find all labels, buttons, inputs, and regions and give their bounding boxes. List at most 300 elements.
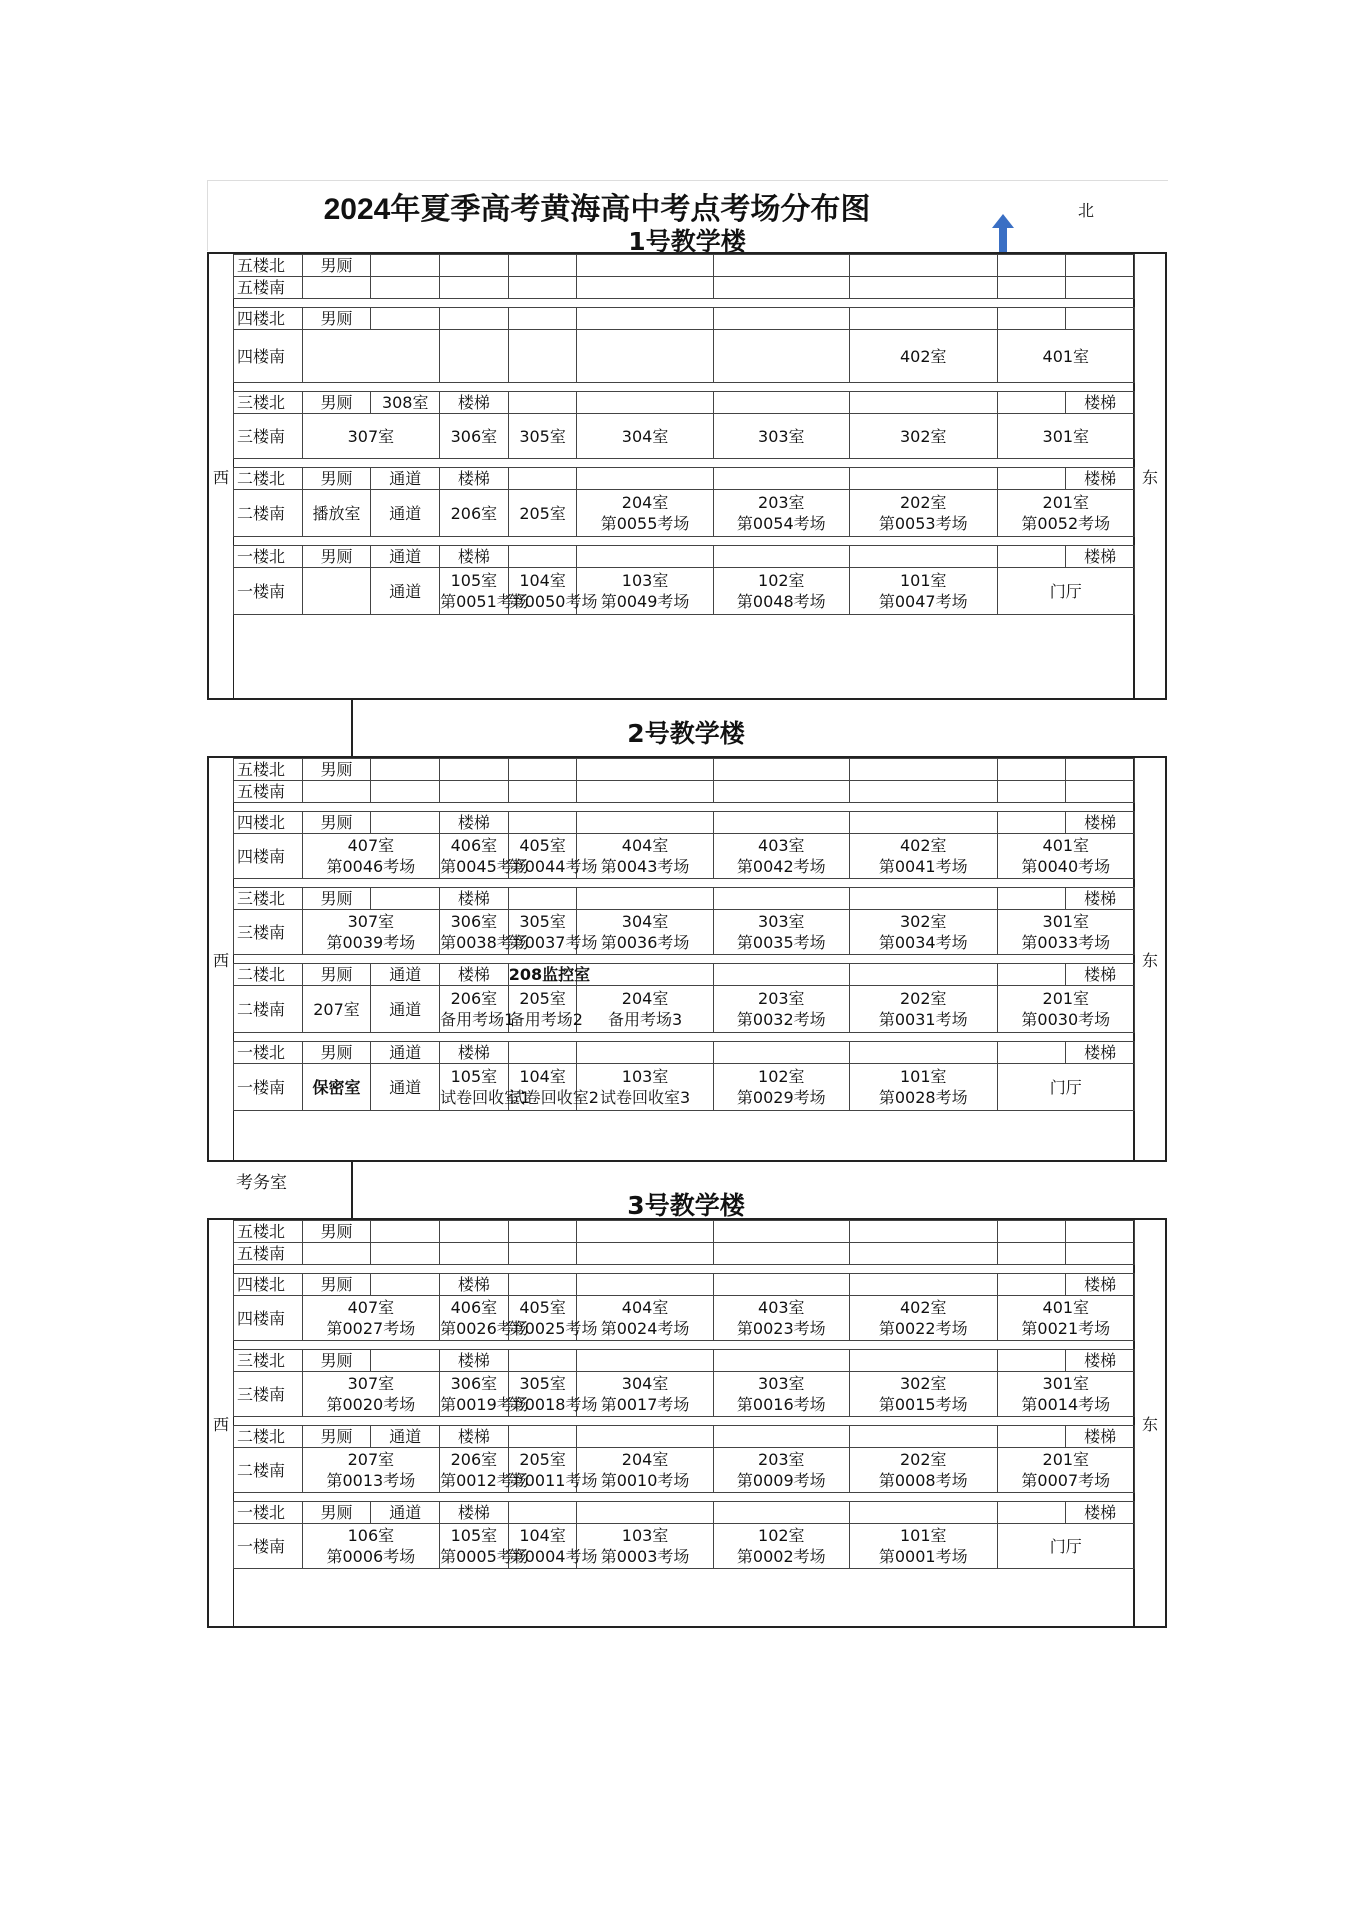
west-label: 西 bbox=[209, 254, 234, 698]
room-cell bbox=[997, 759, 1066, 781]
room-cell: 105室 第0051考场 bbox=[440, 568, 509, 615]
room-cell bbox=[849, 1502, 997, 1524]
room-cell: 406室 第0045考场 bbox=[440, 834, 509, 879]
floor-label: 二楼北 bbox=[234, 964, 303, 986]
room-cell: 通道 bbox=[371, 568, 440, 615]
room-cell bbox=[577, 1042, 713, 1064]
room-cell: 楼梯 bbox=[440, 1426, 509, 1448]
room-cell bbox=[849, 1350, 997, 1372]
room-cell: 304室 第0036考场 bbox=[577, 910, 713, 955]
floor-label: 一楼南 bbox=[234, 1064, 303, 1111]
floor-row bbox=[234, 1296, 1135, 1341]
room-cell bbox=[577, 392, 713, 414]
room-cell: 通道 bbox=[371, 1042, 440, 1064]
room-cell: 207室 bbox=[302, 986, 371, 1033]
floor-row bbox=[234, 255, 1135, 277]
room-cell: 402室 bbox=[849, 330, 997, 383]
east-label: 东 bbox=[1133, 1220, 1165, 1626]
room-cell: 204室 第0055考场 bbox=[577, 490, 713, 537]
building-3-title: 3号教学楼 bbox=[627, 1191, 745, 1220]
floor-table bbox=[233, 254, 1135, 615]
floor-gap bbox=[234, 1265, 1135, 1274]
room-cell bbox=[997, 468, 1066, 490]
building-1-title: 1号教学楼 bbox=[628, 227, 746, 256]
room-cell: 307室 第0020考场 bbox=[302, 1372, 439, 1417]
room-cell: 204室 第0010考场 bbox=[577, 1448, 713, 1493]
room-cell: 男厕 bbox=[302, 1426, 371, 1448]
room-cell bbox=[849, 308, 997, 330]
room-cell: 楼梯 bbox=[1066, 812, 1135, 834]
room-cell: 301室 第0014考场 bbox=[997, 1372, 1134, 1417]
floor-row bbox=[234, 1372, 1135, 1417]
room-cell bbox=[1066, 1243, 1135, 1265]
floor-gap-cell bbox=[234, 537, 1135, 546]
room-cell: 401室 第0040考场 bbox=[997, 834, 1134, 879]
floor-label: 一楼北 bbox=[234, 1502, 303, 1524]
floor-gap bbox=[234, 459, 1135, 468]
room-cell bbox=[1066, 759, 1135, 781]
room-cell: 楼梯 bbox=[440, 1274, 509, 1296]
floor-label: 四楼北 bbox=[234, 308, 303, 330]
room-cell bbox=[440, 330, 509, 383]
room-cell: 303室 第0035考场 bbox=[713, 910, 849, 955]
room-cell bbox=[371, 277, 440, 299]
floor-gap-cell bbox=[234, 1493, 1135, 1502]
room-cell bbox=[849, 964, 997, 986]
room-cell: 104室 第0050考场 bbox=[508, 568, 577, 615]
room-cell: 405室 第0044考场 bbox=[508, 834, 577, 879]
floor-gap-cell bbox=[234, 459, 1135, 468]
room-cell bbox=[713, 1426, 849, 1448]
room-cell bbox=[508, 1221, 577, 1243]
room-cell: 男厕 bbox=[302, 1350, 371, 1372]
room-cell: 102室 第0002考场 bbox=[713, 1524, 849, 1569]
room-cell: 104室 第0004考场 bbox=[508, 1524, 577, 1569]
floor-row bbox=[234, 834, 1135, 879]
room-cell bbox=[1066, 277, 1135, 299]
room-cell: 楼梯 bbox=[440, 1350, 509, 1372]
room-cell: 楼梯 bbox=[440, 468, 509, 490]
room-cell: 通道 bbox=[371, 490, 440, 537]
room-cell bbox=[440, 308, 509, 330]
room-cell: 通道 bbox=[371, 1426, 440, 1448]
floor-label: 一楼北 bbox=[234, 1042, 303, 1064]
room-cell bbox=[577, 255, 713, 277]
floor-row bbox=[234, 888, 1135, 910]
floor-row bbox=[234, 759, 1135, 781]
room-cell bbox=[508, 392, 577, 414]
room-cell bbox=[849, 255, 997, 277]
room-cell: 105室 第0005考场 bbox=[440, 1524, 509, 1569]
room-cell bbox=[577, 330, 713, 383]
room-cell: 101室 第0028考场 bbox=[849, 1064, 997, 1111]
room-cell: 306室 第0019考场 bbox=[440, 1372, 509, 1417]
room-cell: 308室 bbox=[371, 392, 440, 414]
room-cell bbox=[508, 759, 577, 781]
room-cell: 保密室 bbox=[302, 1064, 371, 1111]
floor-gap bbox=[234, 299, 1135, 308]
room-cell: 302室 第0015考场 bbox=[849, 1372, 997, 1417]
floor-row bbox=[234, 277, 1135, 299]
floor-gap-cell bbox=[234, 1033, 1135, 1042]
room-cell bbox=[508, 1274, 577, 1296]
room-cell bbox=[849, 759, 997, 781]
room-cell: 楼梯 bbox=[440, 888, 509, 910]
floor-row bbox=[234, 1042, 1135, 1064]
room-cell bbox=[713, 392, 849, 414]
room-cell: 403室 第0042考场 bbox=[713, 834, 849, 879]
room-cell: 203室 第0032考场 bbox=[713, 986, 849, 1033]
east-label: 东 bbox=[1133, 758, 1165, 1160]
floor-label: 五楼北 bbox=[234, 255, 303, 277]
floor-row bbox=[234, 1502, 1135, 1524]
room-cell bbox=[997, 1350, 1066, 1372]
floor-row bbox=[234, 546, 1135, 568]
room-cell bbox=[508, 781, 577, 803]
floor-gap bbox=[234, 955, 1135, 964]
floor-label: 二楼南 bbox=[234, 1448, 303, 1493]
room-cell: 205室 备用考场2 bbox=[508, 986, 577, 1033]
floor-row bbox=[234, 1221, 1135, 1243]
room-cell: 305室 第0018考场 bbox=[508, 1372, 577, 1417]
room-cell bbox=[849, 1243, 997, 1265]
room-cell: 106室 第0006考场 bbox=[302, 1524, 439, 1569]
room-cell bbox=[997, 888, 1066, 910]
room-cell bbox=[849, 468, 997, 490]
room-cell bbox=[508, 1502, 577, 1524]
floor-row bbox=[234, 1274, 1135, 1296]
floor-label: 四楼北 bbox=[234, 1274, 303, 1296]
room-cell bbox=[577, 964, 713, 986]
room-cell: 男厕 bbox=[302, 468, 371, 490]
room-cell bbox=[713, 888, 849, 910]
room-cell bbox=[997, 1502, 1066, 1524]
floor-label: 五楼北 bbox=[234, 1221, 303, 1243]
room-cell: 男厕 bbox=[302, 1221, 371, 1243]
room-cell: 302室 bbox=[849, 414, 997, 459]
room-cell bbox=[997, 781, 1066, 803]
floor-row bbox=[234, 568, 1135, 615]
room-cell: 男厕 bbox=[302, 759, 371, 781]
floor-row bbox=[234, 1064, 1135, 1111]
north-label: 北 bbox=[1078, 201, 1095, 220]
room-cell bbox=[302, 1243, 371, 1265]
room-cell: 男厕 bbox=[302, 392, 371, 414]
room-cell: 男厕 bbox=[302, 1274, 371, 1296]
room-cell bbox=[577, 1274, 713, 1296]
room-cell bbox=[849, 1426, 997, 1448]
room-cell: 403室 第0023考场 bbox=[713, 1296, 849, 1341]
room-cell: 404室 第0043考场 bbox=[577, 834, 713, 879]
room-cell bbox=[713, 468, 849, 490]
floor-gap bbox=[234, 1033, 1135, 1042]
room-cell: 203室 第0054考场 bbox=[713, 490, 849, 537]
room-cell bbox=[997, 255, 1066, 277]
building-1-map bbox=[207, 252, 1167, 700]
floor-label: 五楼北 bbox=[234, 759, 303, 781]
floor-gap-cell bbox=[234, 879, 1135, 888]
room-cell: 播放室 bbox=[302, 490, 371, 537]
room-cell: 男厕 bbox=[302, 546, 371, 568]
room-cell: 202室 第0008考场 bbox=[849, 1448, 997, 1493]
room-cell bbox=[713, 330, 849, 383]
room-cell: 门厅 bbox=[997, 1064, 1134, 1111]
room-cell: 202室 第0053考场 bbox=[849, 490, 997, 537]
room-cell bbox=[713, 1243, 849, 1265]
floor-gap bbox=[234, 879, 1135, 888]
room-cell: 男厕 bbox=[302, 1502, 371, 1524]
room-cell: 404室 第0024考场 bbox=[577, 1296, 713, 1341]
room-cell: 门厅 bbox=[997, 1524, 1134, 1569]
room-cell bbox=[302, 781, 371, 803]
room-cell bbox=[1066, 781, 1135, 803]
room-cell bbox=[302, 568, 371, 615]
room-cell: 206室 备用考场1 bbox=[440, 986, 509, 1033]
room-cell: 208监控室 bbox=[508, 965, 591, 984]
room-cell bbox=[849, 546, 997, 568]
room-cell bbox=[577, 759, 713, 781]
room-cell bbox=[849, 812, 997, 834]
floor-row bbox=[234, 1448, 1135, 1493]
room-cell: 306室 第0038考场 bbox=[440, 910, 509, 955]
room-cell bbox=[508, 308, 577, 330]
room-cell: 男厕 bbox=[302, 812, 371, 834]
room-cell: 405室 第0025考场 bbox=[508, 1296, 577, 1341]
room-cell bbox=[371, 759, 440, 781]
room-cell: 401室 第0021考场 bbox=[997, 1296, 1134, 1341]
page-title: 2024年夏季高考黄海高中考点考场分布图 bbox=[323, 193, 871, 226]
floor-table bbox=[233, 758, 1135, 1111]
room-cell: 306室 bbox=[440, 414, 509, 459]
room-cell: 男厕 bbox=[302, 964, 371, 986]
room-cell bbox=[1066, 308, 1135, 330]
room-cell: 105室 试卷回收室1 bbox=[440, 1064, 509, 1111]
room-cell bbox=[577, 546, 713, 568]
room-cell bbox=[577, 277, 713, 299]
room-cell bbox=[508, 330, 577, 383]
floor-label: 二楼北 bbox=[234, 468, 303, 490]
floor-row bbox=[234, 910, 1135, 955]
floor-label: 三楼北 bbox=[234, 392, 303, 414]
room-cell bbox=[713, 1042, 849, 1064]
floor-label: 一楼南 bbox=[234, 1524, 303, 1569]
room-cell bbox=[508, 1042, 577, 1064]
room-cell: 302室 第0034考场 bbox=[849, 910, 997, 955]
room-cell bbox=[508, 255, 577, 277]
room-cell: 楼梯 bbox=[1066, 392, 1135, 414]
room-cell: 307室 bbox=[302, 414, 439, 459]
room-cell bbox=[371, 255, 440, 277]
room-cell: 202室 第0031考场 bbox=[849, 986, 997, 1033]
room-cell bbox=[508, 468, 577, 490]
room-cell bbox=[849, 1042, 997, 1064]
room-cell: 307室 第0039考场 bbox=[302, 910, 439, 955]
room-cell: 男厕 bbox=[302, 1042, 371, 1064]
room-cell: 男厕 bbox=[302, 255, 371, 277]
room-cell: 206室 第0012考场 bbox=[440, 1448, 509, 1493]
room-cell bbox=[1066, 1221, 1135, 1243]
floor-row bbox=[234, 1350, 1135, 1372]
room-cell bbox=[371, 888, 440, 910]
floor-table bbox=[233, 1220, 1135, 1569]
room-cell bbox=[713, 781, 849, 803]
room-cell bbox=[997, 1042, 1066, 1064]
floor-gap-cell bbox=[234, 383, 1135, 392]
room-cell: 通道 bbox=[371, 468, 440, 490]
floor-row bbox=[234, 414, 1135, 459]
room-cell: 男厕 bbox=[302, 308, 371, 330]
room-cell bbox=[577, 1350, 713, 1372]
floor-row bbox=[234, 986, 1135, 1033]
room-cell: 305室 第0037考场 bbox=[508, 910, 577, 955]
room-cell: 102室 第0048考场 bbox=[713, 568, 849, 615]
room-cell bbox=[713, 759, 849, 781]
room-cell bbox=[997, 1274, 1066, 1296]
room-cell bbox=[713, 964, 849, 986]
floor-label: 三楼北 bbox=[234, 1350, 303, 1372]
room-cell bbox=[440, 781, 509, 803]
east-label: 东 bbox=[1133, 254, 1165, 698]
room-cell bbox=[713, 1350, 849, 1372]
room-cell: 楼梯 bbox=[440, 1042, 509, 1064]
room-cell: 304室 bbox=[577, 414, 713, 459]
west-label: 西 bbox=[209, 1220, 234, 1626]
room-cell bbox=[849, 1274, 997, 1296]
room-cell bbox=[577, 1502, 713, 1524]
room-cell: 楼梯 bbox=[440, 1502, 509, 1524]
room-cell: 101室 第0047考场 bbox=[849, 568, 997, 615]
room-cell bbox=[508, 546, 577, 568]
room-cell: 通道 bbox=[371, 1064, 440, 1111]
room-cell: 303室 第0016考场 bbox=[713, 1372, 849, 1417]
room-cell bbox=[713, 255, 849, 277]
room-cell: 通道 bbox=[371, 986, 440, 1033]
room-cell: 门厅 bbox=[997, 568, 1134, 615]
room-cell: 102室 第0029考场 bbox=[713, 1064, 849, 1111]
room-cell bbox=[508, 888, 577, 910]
room-cell bbox=[577, 308, 713, 330]
floor-label: 四楼南 bbox=[234, 1296, 303, 1341]
floor-row bbox=[234, 468, 1135, 490]
room-cell: 楼梯 bbox=[440, 392, 509, 414]
floor-row bbox=[234, 1426, 1135, 1448]
room-cell: 101室 第0001考场 bbox=[849, 1524, 997, 1569]
floor-label: 五楼南 bbox=[234, 277, 303, 299]
room-cell bbox=[371, 781, 440, 803]
floor-gap-cell bbox=[234, 1417, 1135, 1426]
floor-label: 三楼北 bbox=[234, 888, 303, 910]
room-cell bbox=[577, 1426, 713, 1448]
building-2-title: 2号教学楼 bbox=[627, 719, 745, 748]
floor-gap-cell bbox=[234, 803, 1135, 812]
room-cell: 406室 第0026考场 bbox=[440, 1296, 509, 1341]
floor-gap-cell bbox=[234, 299, 1135, 308]
room-cell: 207室 第0013考场 bbox=[302, 1448, 439, 1493]
room-cell bbox=[508, 277, 577, 299]
room-cell: 103室 第0003考场 bbox=[577, 1524, 713, 1569]
room-cell bbox=[371, 308, 440, 330]
room-cell: 104室 试卷回收室2 bbox=[508, 1064, 577, 1111]
room-cell bbox=[577, 468, 713, 490]
room-cell bbox=[440, 277, 509, 299]
room-cell: 301室 bbox=[997, 414, 1134, 459]
kaowushi-label: 考务室 bbox=[236, 1173, 287, 1193]
floor-row bbox=[234, 812, 1135, 834]
room-cell: 201室 第0007考场 bbox=[997, 1448, 1134, 1493]
floor-gap bbox=[234, 1417, 1135, 1426]
room-cell: 201室 第0052考场 bbox=[997, 490, 1134, 537]
room-cell bbox=[849, 392, 997, 414]
room-cell bbox=[997, 1426, 1066, 1448]
room-cell bbox=[577, 812, 713, 834]
floor-label: 二楼南 bbox=[234, 490, 303, 537]
floor-label: 五楼南 bbox=[234, 781, 303, 803]
room-cell: 402室 第0041考场 bbox=[849, 834, 997, 879]
room-cell bbox=[440, 1243, 509, 1265]
room-cell bbox=[713, 1221, 849, 1243]
floor-gap bbox=[234, 537, 1135, 546]
floor-row bbox=[234, 308, 1135, 330]
room-cell bbox=[508, 1243, 577, 1265]
room-cell bbox=[997, 1243, 1066, 1265]
room-cell: 201室 第0030考场 bbox=[997, 986, 1134, 1033]
building-3-map bbox=[207, 1218, 1167, 1628]
room-cell bbox=[849, 1221, 997, 1243]
room-cell bbox=[440, 759, 509, 781]
floor-gap bbox=[234, 383, 1135, 392]
room-cell bbox=[302, 330, 439, 383]
room-cell bbox=[371, 1350, 440, 1372]
floor-label: 五楼南 bbox=[234, 1243, 303, 1265]
floor-row bbox=[234, 490, 1135, 537]
room-cell bbox=[371, 1221, 440, 1243]
room-cell bbox=[997, 812, 1066, 834]
room-cell bbox=[577, 781, 713, 803]
room-cell bbox=[371, 1274, 440, 1296]
west-label: 西 bbox=[209, 758, 234, 1160]
room-cell bbox=[508, 1426, 577, 1448]
room-cell: 楼梯 bbox=[1066, 1350, 1135, 1372]
room-cell bbox=[440, 255, 509, 277]
floor-label: 二楼北 bbox=[234, 1426, 303, 1448]
room-cell: 楼梯 bbox=[1066, 1042, 1135, 1064]
room-cell bbox=[440, 1221, 509, 1243]
room-cell bbox=[577, 1243, 713, 1265]
floor-gap-cell bbox=[234, 955, 1135, 964]
room-cell bbox=[849, 888, 997, 910]
room-cell: 通道 bbox=[371, 546, 440, 568]
room-cell bbox=[371, 1243, 440, 1265]
room-cell: 206室 bbox=[440, 490, 509, 537]
room-cell: 407室 第0027考场 bbox=[302, 1296, 439, 1341]
room-cell bbox=[713, 308, 849, 330]
floor-row bbox=[234, 964, 1135, 986]
room-cell: 楼梯 bbox=[1066, 888, 1135, 910]
floor-label: 四楼北 bbox=[234, 812, 303, 834]
floor-row bbox=[234, 392, 1135, 414]
room-cell: 通道 bbox=[371, 1502, 440, 1524]
room-cell: 楼梯 bbox=[440, 964, 509, 986]
room-cell bbox=[577, 888, 713, 910]
building-2-map bbox=[207, 756, 1167, 1162]
room-cell bbox=[997, 964, 1066, 986]
floor-label: 二楼南 bbox=[234, 986, 303, 1033]
room-cell bbox=[997, 392, 1066, 414]
room-cell: 通道 bbox=[371, 964, 440, 986]
room-cell bbox=[713, 1274, 849, 1296]
room-cell: 203室 第0009考场 bbox=[713, 1448, 849, 1493]
room-cell: 楼梯 bbox=[1066, 1502, 1135, 1524]
